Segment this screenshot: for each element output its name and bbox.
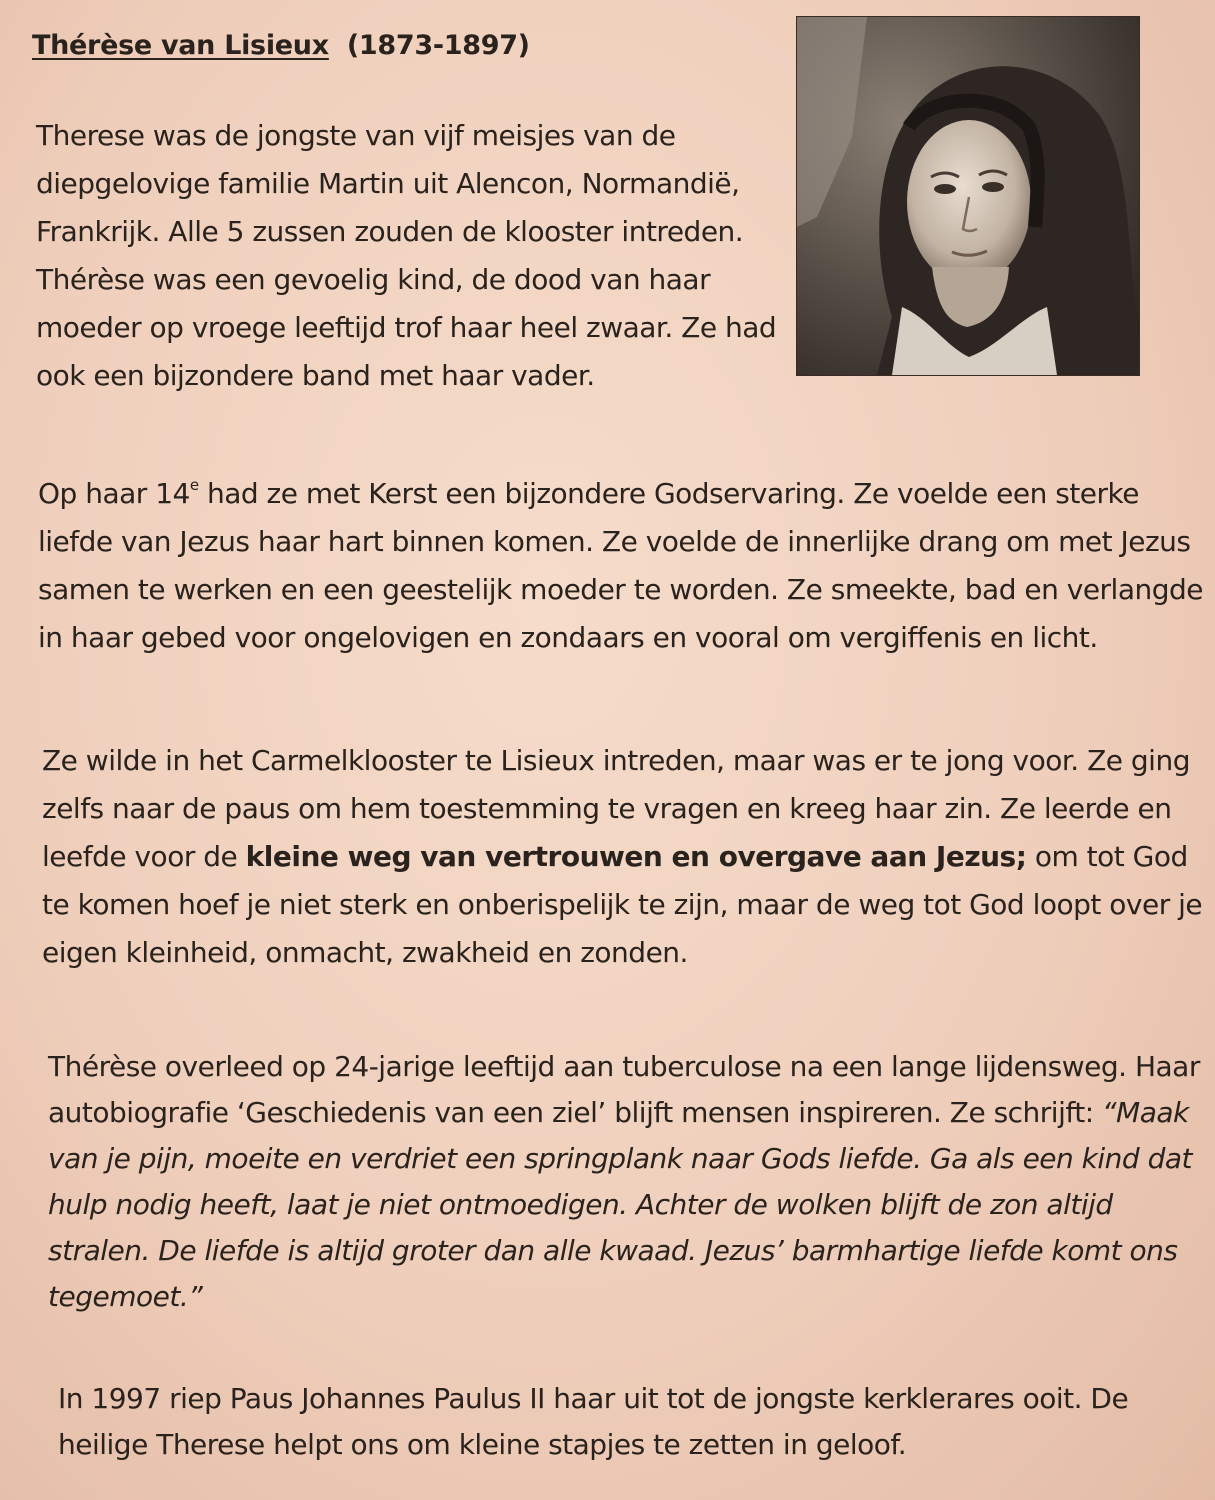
paragraph-christmas-rest: had ze met Kerst een bijzondere Godservaring. Ze voelde een sterke liefde van Jezus haar hart binnen komen. Ze voelde de innerlijke drang om met Jezus samen te werken en een geestelijk moeder te worden. Ze smeekte, bad en verlangde in haar gebed voor ongelovigen en zondaars en vooral om vergiffenis en licht. bbox=[38, 477, 1204, 654]
paragraph-carmel-rest: om tot God te komen hoef je niet sterk en onberispelijk te zijn, maar de weg tot God loopt over je eigen kleinheid, onmacht, zwakheid en zonden. bbox=[42, 840, 1203, 969]
little-way-highlight: kleine weg van vertrouwen en overgave aan Jezus; bbox=[245, 840, 1027, 873]
paragraph-death-start: Thérèse overleed op 24-jarige leeftijd aan tuberculose na een lange lijdensweg. Haar autobiografie ‘Geschiedenis van een ziel’ blijft mensen inspireren. Ze schrijft: bbox=[48, 1050, 1200, 1129]
therese-quote: “Maak van je pijn, moeite en verdriet een springplank naar Gods liefde. Ga als een kind dat hulp nodig heeft, laat je niet ontmoedigen. Achter de wolken blijft de zon altijd stralen. De liefde is altijd groter dan alle kwaad. Jezus’ barmhartige liefde komt ons tegemoet.” bbox=[48, 1096, 1192, 1313]
paragraph-doctor: In 1997 riep Paus Johannes Paulus II haar uit tot de jongste kerklerares ooit. De heilige Therese helpt ons om kleine stapjes te zetten in geloof. bbox=[58, 1382, 1129, 1461]
ordinal-suffix: e bbox=[189, 476, 199, 494]
portrait-photo bbox=[796, 16, 1140, 376]
paragraph-carmel bbox=[42, 737, 1207, 977]
paragraph-death bbox=[48, 1044, 1208, 1320]
portrait-photo-icon bbox=[797, 17, 1139, 375]
paragraph-family: Therese was de jongste van vijf meisjes van de diepgelovige familie Martin uit Alencon, Normandië, Frankrijk. Alle 5 zussen zouden de klooster intreden. Thérèse was een gevoelig kind, de dood van haar moeder op vroege leeftijd trof haar heel zwaar. Ze had ook een bijzondere band met haar vader. bbox=[36, 119, 777, 392]
paragraph-carmel-start: Ze wilde in het Carmelklooster te Lisieux intreden, maar was er te jong voor. Ze ging zelfs naar de paus om hem toestemming te vragen en kreeg haar zin. Ze leerde en leefde voor de bbox=[42, 744, 1190, 873]
paragraph-christmas-start: Op haar 14 bbox=[38, 477, 190, 510]
title-name: Thérèse van Lisieux bbox=[32, 30, 329, 61]
paragraph-christmas bbox=[38, 470, 1208, 662]
title-years: (1873-1897) bbox=[346, 30, 530, 61]
page-title bbox=[32, 30, 530, 61]
